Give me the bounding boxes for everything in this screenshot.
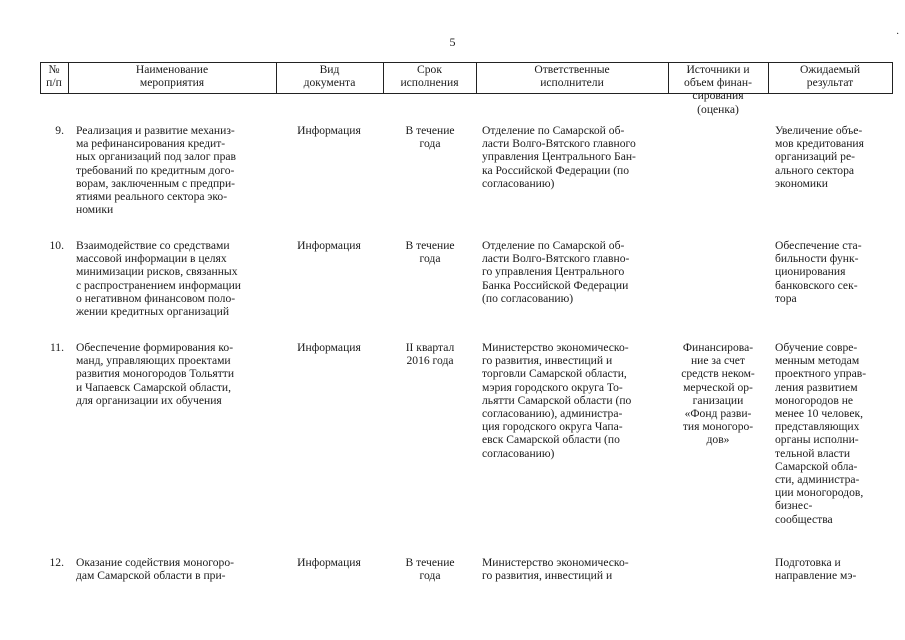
row-resp: Министерство экономическо- го развития, инвестиций и торговли Самарской области, мэрия городского округа То- льятти Самарской области (по согласованию), администра- ция городского округа Чапа- евск Самарской области (по согласованию) [482,341,632,460]
row-resp: Отделение по Самарской об- ласти Волго-Вятского главного управления Центрального Бан- ка Российской Федерации (по согласованию) [482,124,636,190]
row-doc: Информация [297,556,361,569]
row-name: Взаимодействие со средствами массовой информации в целях минимизации рисков, связанных с распространением информации о негативном финансовом поло- жении кредитных организаций [76,239,242,319]
row-resp: Отделение по Самарской об- ласти Волго-Вятского главно- го управления Центрального Банка Российской Федерации (по согласованию) [482,239,630,305]
row-name: Реализация и развитие механиз- ма рефинансирования кредит- ных организаций под залог прав требований по кредитным дого- ворам, заключенным с предпри- ятиями реального сектора эко- номики [76,124,236,217]
row-term: В течение года [405,239,455,266]
row-result: Обучение совре- менным методам проектного управ- ления развитием моногородов не менее 10 человек, представляющих органы исполни- тельной власти Самарской обла- сти, администра- ции моногородов, бизнес- сообщества [775,341,867,526]
row-fund: Финансирова- ние за счет средств неком- мерческой ор- ганизации «Фонд разви- тия моногоро- дов» [681,341,755,447]
row-term: В течение года [405,556,455,583]
row-result: Обеспечение ста- бильности функ- ционирования банковского сек- тора [775,239,862,305]
row-doc: Информация [297,124,361,137]
header-term: Срок исполнения [400,63,459,90]
row-number: 9. [55,124,64,137]
header-doc: Вид документа [303,63,356,90]
header-name: Наименование мероприятия [135,63,209,90]
row-number: 11. [49,341,64,354]
row-name: Обеспечение формирования ко- манд, управляющих проектами развития моногородов Тольятти и Чапаевск Самарской области, для организации их обучения [76,341,235,407]
corner-mark: · [896,29,900,40]
header-result: Ожидаемый результат [799,63,861,90]
row-result: Увеличение объе- мов кредитования организаций ре- ального сектора экономики [775,124,864,190]
row-name: Оказание содействия моногоро- дам Самарской области в при- [76,556,234,583]
header-fund: Источники и объем финан- сирования (оценка) [684,63,752,116]
row-doc: Информация [297,239,361,252]
header-resp: Ответственные исполнители [534,63,610,90]
row-result: Подготовка и направление мэ- [775,556,857,583]
row-resp: Министерство экономическо- го развития, инвестиций и [482,556,629,583]
row-doc: Информация [297,341,361,354]
row-number: 10. [49,239,64,252]
header-divider-7 [892,62,893,93]
header-num: № п/п [46,63,62,90]
page-number: 5 [449,35,456,49]
row-term: В течение года [405,124,455,151]
row-number: 12. [49,556,64,569]
row-term: II квартал 2016 года [405,341,455,368]
